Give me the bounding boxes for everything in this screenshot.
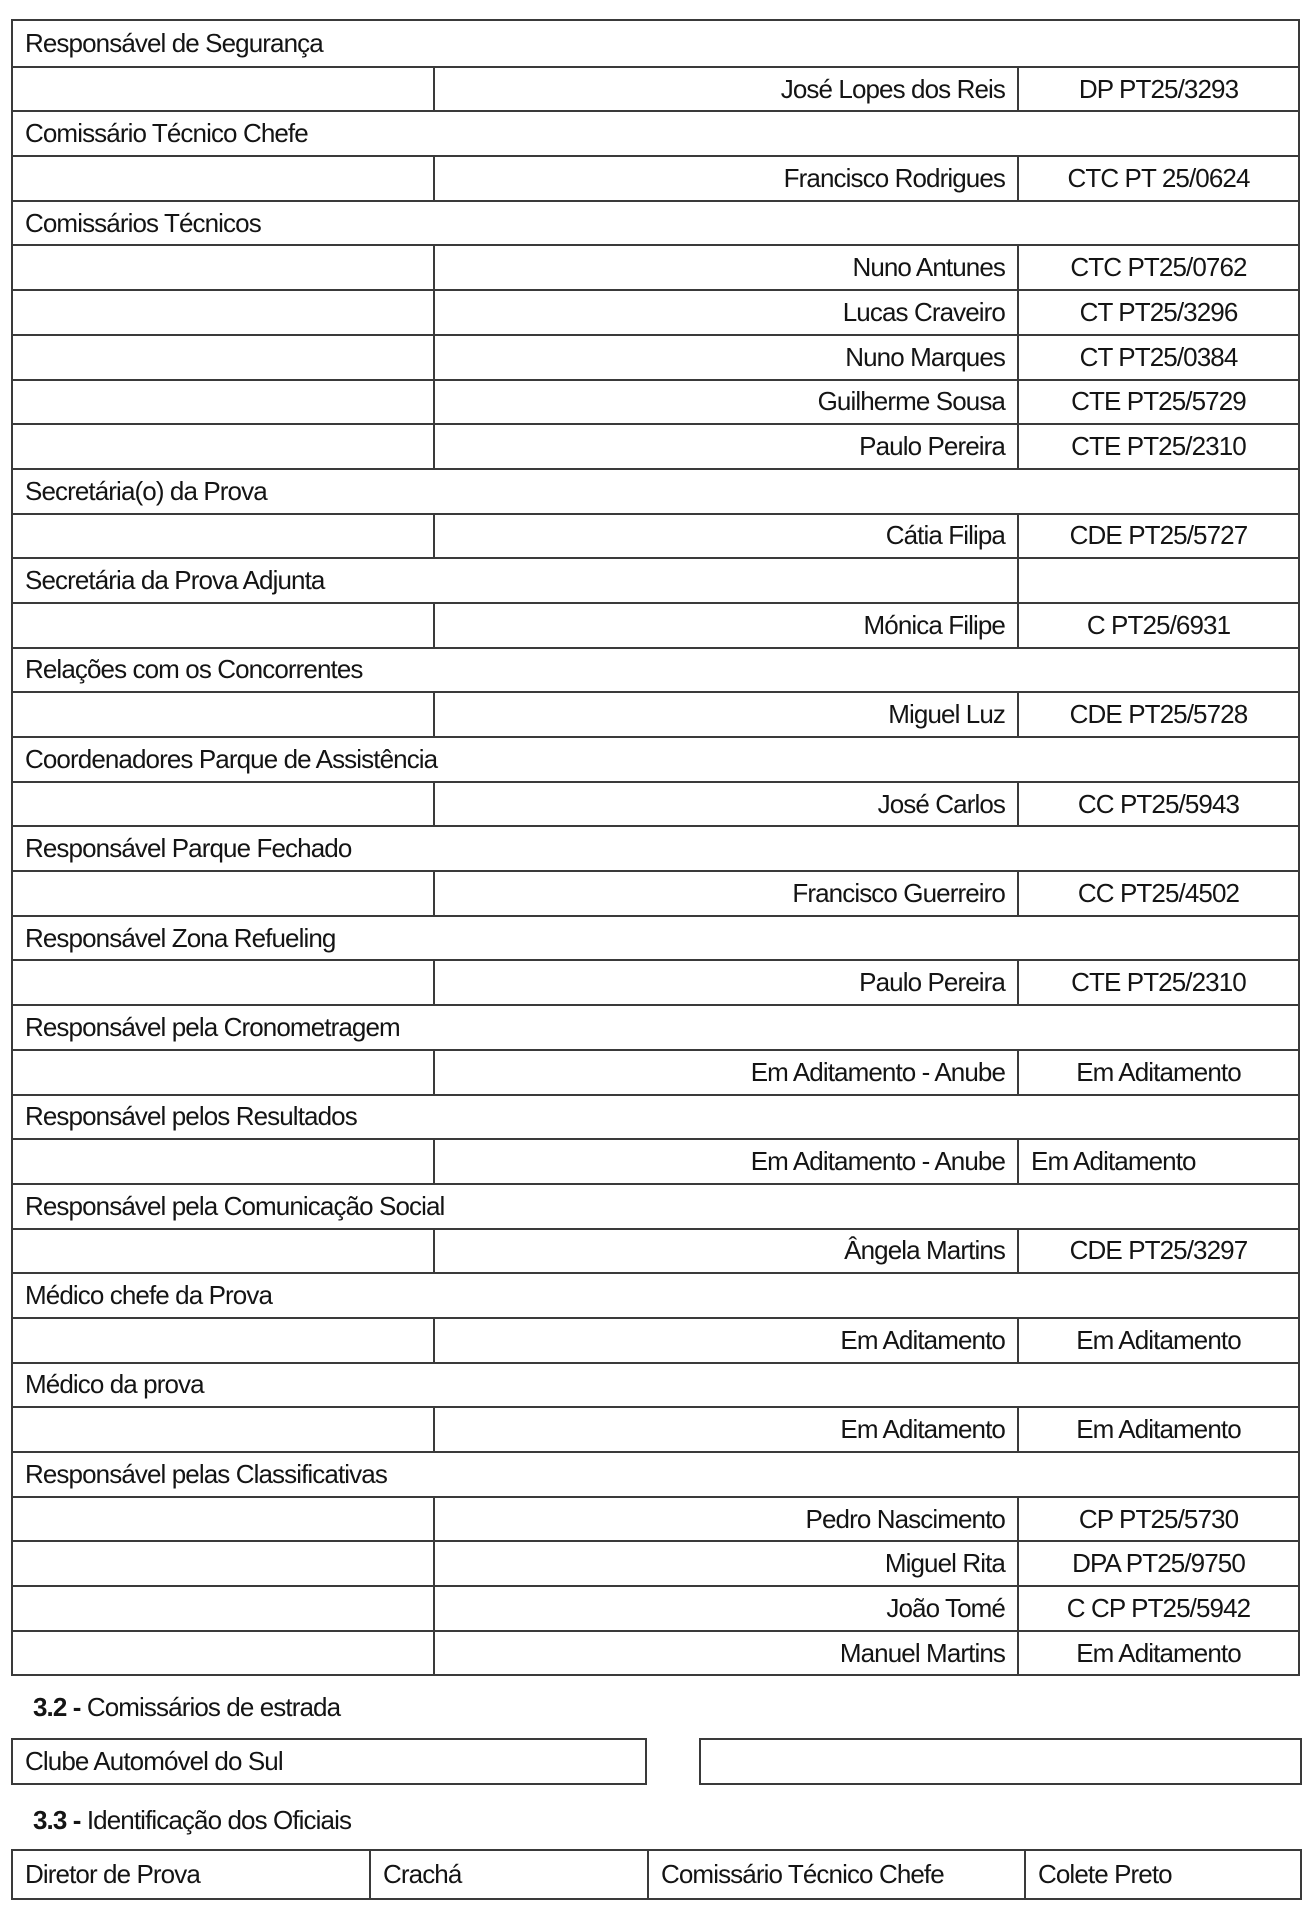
license-code: CTE PT25/5729 (1071, 386, 1246, 417)
blank-cell (13, 1319, 435, 1362)
role-label: Secretária(o) da Prova (25, 475, 267, 506)
blank-cell (13, 693, 435, 736)
official-name: Miguel Luz (435, 693, 1019, 736)
official-name: Nuno Marques (435, 336, 1019, 379)
official-row (13, 1049, 1298, 1094)
blank-cell (13, 291, 435, 334)
license-code: CT PT25/3296 (1079, 296, 1238, 327)
license-code: Em Aditamento (1076, 1324, 1241, 1355)
role-label: Responsável pela Comunicação Social (25, 1190, 445, 1221)
role-header-row (13, 1094, 1298, 1139)
blank-cell (13, 1408, 435, 1451)
role-label: Coordenadores Parque de Assistência (25, 743, 438, 774)
role-header-row (13, 468, 1298, 513)
official-row (13, 1406, 1298, 1451)
license-code: Em Aditamento (1076, 1414, 1241, 1445)
license-code: C PT25/6931 (1086, 609, 1231, 640)
role-header-row (13, 647, 1298, 692)
official-row (13, 1585, 1298, 1630)
official-name: Guilherme Sousa (435, 381, 1019, 424)
official-row (13, 334, 1298, 379)
officials-identification-table (11, 1849, 1302, 1900)
blank-cell (13, 1230, 435, 1273)
officials-table (11, 19, 1300, 1676)
official-name: Cátia Filipa (435, 515, 1019, 558)
blank-cell (13, 425, 435, 468)
license-code: CDE PT25/5727 (1069, 520, 1248, 551)
role-label: Comissário Técnico Chefe (25, 118, 308, 149)
official-name: Miguel Rita (435, 1542, 1019, 1585)
section-3-2-heading (33, 1692, 340, 1723)
role-header-row (13, 110, 1298, 155)
license-code: CP PT25/5730 (1078, 1503, 1239, 1534)
blank-cell (13, 157, 435, 200)
license-code: Em Aditamento (1076, 1056, 1241, 1087)
official-name: Francisco Rodrigues (435, 157, 1019, 200)
blank-cell (13, 1140, 435, 1183)
blank-cell (13, 1498, 435, 1541)
official-row (13, 781, 1298, 826)
official-row (13, 1630, 1298, 1675)
license-code: CDE PT25/5728 (1069, 699, 1248, 730)
official-name: Mónica Filipe (435, 604, 1019, 647)
official-row (13, 423, 1298, 468)
club-name-field (11, 1738, 647, 1785)
role-header-row (13, 1451, 1298, 1496)
role-header-row (13, 200, 1298, 245)
id-cell-badge: Crachá (371, 1851, 649, 1898)
official-name: Em Aditamento (435, 1319, 1019, 1362)
official-row (13, 1540, 1298, 1585)
license-code: Em Aditamento (1031, 1146, 1196, 1177)
blank-cell (13, 515, 435, 558)
official-row (13, 870, 1298, 915)
license-code: Em Aditamento (1076, 1637, 1241, 1668)
license-code: CTE PT25/2310 (1071, 431, 1246, 462)
role-header-row (13, 915, 1298, 960)
id-cell-black-vest: Colete Preto (1038, 1859, 1172, 1889)
role-header-row (13, 21, 1298, 66)
section-3-2-number: 3.2 - (33, 1692, 81, 1722)
license-code: CT PT25/0384 (1079, 341, 1238, 372)
official-name: Nuno Antunes (435, 246, 1019, 289)
license-code: CC PT25/5943 (1077, 788, 1240, 819)
official-row (13, 1138, 1298, 1183)
section-3-2-title: Comissários de estrada (86, 1692, 341, 1722)
role-label: Médico da prova (25, 1369, 204, 1400)
role-label: Responsável de Segurança (25, 27, 323, 58)
role-header-row (13, 1362, 1298, 1407)
role-header-row (13, 825, 1298, 870)
official-name: José Lopes dos Reis (435, 68, 1019, 111)
id-cell-chief-scrutineer: Comissário Técnico Chefe (649, 1851, 1026, 1898)
license-code: CTE PT25/2310 (1071, 967, 1246, 998)
official-name: Em Aditamento - Anube (435, 1051, 1019, 1094)
blank-cell (13, 872, 435, 915)
official-name: Francisco Guerreiro (435, 872, 1019, 915)
blank-cell (13, 604, 435, 647)
role-header-row (13, 557, 1298, 602)
official-name: Pedro Nascimento (435, 1498, 1019, 1541)
role-label: Responsável pela Cronometragem (25, 1011, 400, 1042)
official-row (13, 244, 1298, 289)
official-name: Lucas Craveiro (435, 291, 1019, 334)
blank-cell (13, 68, 435, 111)
license-code: C CP PT25/5942 (1066, 1592, 1251, 1623)
role-label: Comissários Técnicos (25, 207, 261, 238)
official-row (13, 1317, 1298, 1362)
official-row (13, 1228, 1298, 1273)
official-row (13, 289, 1298, 334)
official-name: João Tomé (435, 1587, 1019, 1630)
role-header-row (13, 1183, 1298, 1228)
license-code: CTC PT25/0762 (1070, 252, 1247, 283)
official-row (13, 513, 1298, 558)
road-marshals-empty-field (699, 1738, 1302, 1785)
official-row (13, 1496, 1298, 1541)
role-label: Médico chefe da Prova (25, 1280, 273, 1311)
official-row (13, 155, 1298, 200)
role-label: Secretária da Prova Adjunta (13, 559, 1019, 602)
blank-cell (13, 1587, 435, 1630)
official-name: Paulo Pereira (435, 961, 1019, 1004)
official-row (13, 959, 1298, 1004)
official-name: Em Aditamento (435, 1408, 1019, 1451)
official-row (13, 602, 1298, 647)
official-name: Manuel Martins (435, 1632, 1019, 1675)
license-code: CDE PT25/3297 (1069, 1235, 1248, 1266)
official-row (13, 379, 1298, 424)
license-code: DP PT25/3293 (1078, 73, 1239, 104)
empty-code-cell (1019, 559, 1298, 602)
role-header-row (13, 1272, 1298, 1317)
role-header-row (13, 1004, 1298, 1049)
license-code: CC PT25/4502 (1077, 877, 1240, 908)
official-row (13, 66, 1298, 111)
official-row (13, 691, 1298, 736)
license-code: DPA PT25/9750 (1072, 1548, 1245, 1579)
role-label: Responsável Zona Refueling (25, 922, 336, 953)
role-label: Responsável Parque Fechado (25, 833, 352, 864)
official-name: Em Aditamento - Anube (435, 1140, 1019, 1183)
blank-cell (13, 1542, 435, 1585)
blank-cell (13, 246, 435, 289)
official-name: Paulo Pereira (435, 425, 1019, 468)
section-3-3-number: 3.3 - (33, 1805, 81, 1835)
official-name: Ângela Martins (435, 1230, 1019, 1273)
section-3-3-heading (33, 1805, 351, 1836)
role-label: Responsável pelos Resultados (25, 1101, 357, 1132)
official-name: José Carlos (435, 783, 1019, 826)
blank-cell (13, 336, 435, 379)
license-code: CTC PT 25/0624 (1067, 162, 1250, 193)
role-label: Responsável pelas Classificativas (25, 1458, 387, 1489)
blank-cell (13, 381, 435, 424)
id-cell-director: Diretor de Prova (13, 1851, 371, 1898)
blank-cell (13, 1632, 435, 1675)
role-label: Relações com os Concorrentes (25, 654, 363, 685)
club-name: Clube Automóvel do Sul (25, 1746, 283, 1776)
blank-cell (13, 961, 435, 1004)
role-header-row (13, 736, 1298, 781)
section-3-3-title: Identificação dos Oficiais (86, 1805, 352, 1835)
blank-cell (13, 783, 435, 826)
blank-cell (13, 1051, 435, 1094)
